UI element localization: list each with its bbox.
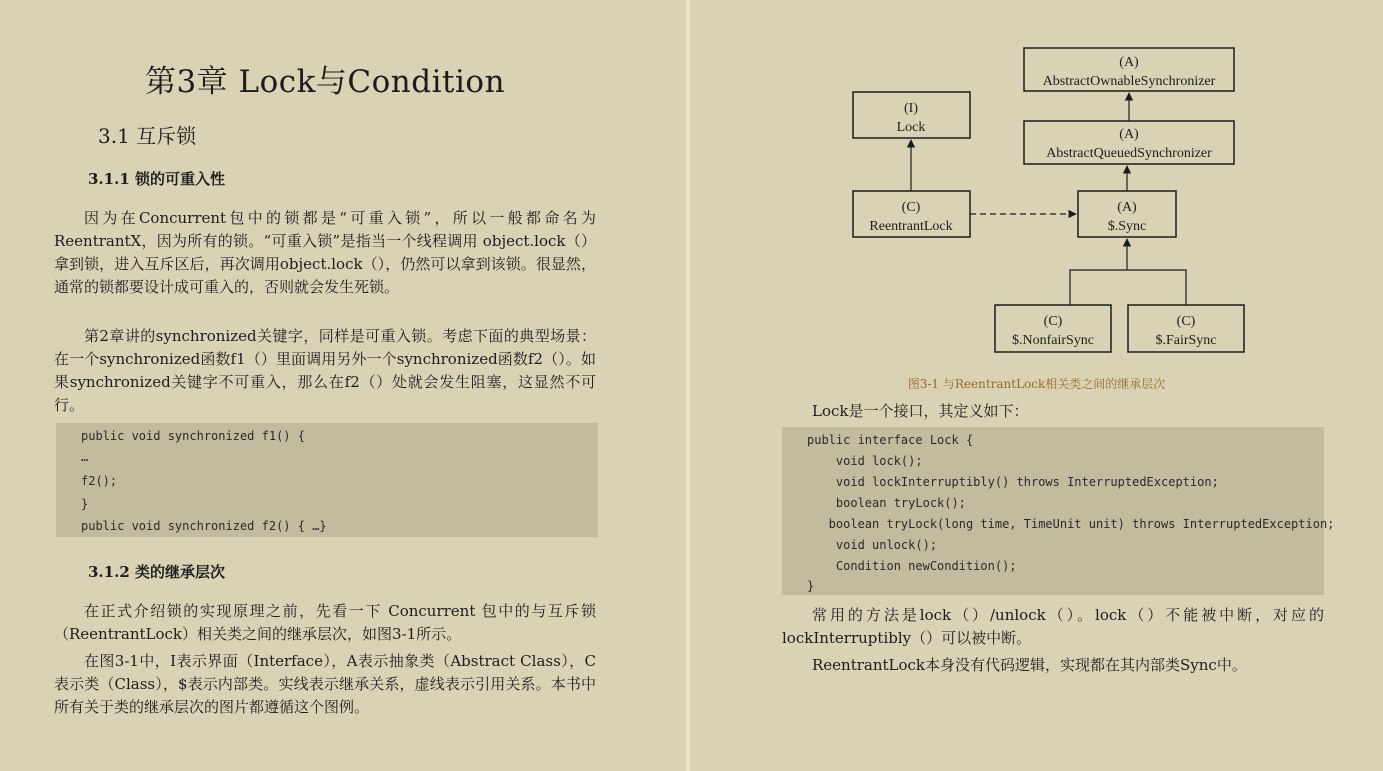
inherit-connector-children	[1070, 270, 1186, 305]
section-title: 3.1 互斥锁	[98, 124, 197, 148]
class-kind-label: (C)	[1043, 314, 1063, 329]
code-line: …	[81, 450, 89, 464]
paragraph-reentrancy	[54, 207, 596, 299]
code-line: f2();	[81, 474, 118, 488]
code-line: public interface Lock {	[807, 433, 974, 447]
paragraph-text: 在图3-1中，I表示界面（Interface），A表示抽象类（Abstract Class），C表示类（Class），$表示内部类。实线表示继承关系，虚线表示引用关系。本书中所有关于类的继承层次的图片都遵循这个图例。	[54, 652, 596, 716]
class-name-label: AbstractQueuedSynchronizer	[1046, 146, 1212, 161]
class-kind-label: (A)	[1119, 127, 1139, 142]
code-line: void unlock();	[807, 538, 938, 552]
paragraph-text: ReentrantLock本身没有代码逻辑，实现都在其内部类Sync中。	[812, 656, 1247, 674]
code-line: boolean tryLock();	[807, 496, 966, 510]
class-kind-label: (A)	[1117, 200, 1137, 215]
paragraph-hierarchy-intro	[54, 600, 596, 646]
box-abstract-queued-synchronizer	[1024, 121, 1234, 164]
code-line: public void synchronized f1() {	[81, 429, 305, 443]
paragraph-text: 因为在Concurrent包中的锁都是“可重入锁”，所以一般都命名为ReentrantX，因为所有的锁。“可重入锁”是指当一个线程调用 object.lock（）拿到锁，进入互斥区后，再次调用object.lock（），仍然可以拿到该锁。很显然，通常的锁都要设计成可重入的，否则就会发生死锁。	[54, 209, 596, 296]
paragraph-text: 常用的方法是lock（）/unlock（）。lock（）不能被中断，对应的lockInterruptibly（）可以被中断。	[782, 606, 1324, 647]
paragraph-synchronized	[54, 325, 596, 417]
right-page	[690, 0, 1383, 771]
class-name-label: Lock	[896, 120, 926, 135]
figure-caption: 图3-1 与ReentrantLock相关类之间的继承层次	[907, 377, 1166, 391]
box-abstract-ownable-synchronizer	[1024, 48, 1234, 91]
class-name-label: ReentrantLock	[869, 219, 953, 234]
code-line: Condition newCondition();	[807, 559, 1017, 573]
box-nonfair-sync	[995, 305, 1111, 352]
paragraph-common-methods	[782, 604, 1324, 650]
paragraph-text: 第2章讲的synchronized关键字，同样是可重入锁。考虑下面的典型场景：在一个synchronized函数f1（）里面调用另外一个synchronized函数f2（）。如果synchronized关键字不可重入，那么在f2（）处就会发生阻塞，这显然不可行。	[54, 327, 596, 414]
left-page	[0, 0, 686, 771]
code-line: boolean tryLock(long time, TimeUnit unit) throws InterruptedException;	[807, 517, 1335, 531]
paragraph-legend	[54, 650, 596, 719]
code-line: public void synchronized f2() { …}	[81, 519, 327, 533]
class-name-label: AbstractOwnableSynchronizer	[1042, 74, 1216, 89]
subsection-title-hierarchy: 3.1.2 类的继承层次	[88, 563, 225, 581]
box-fair-sync	[1128, 305, 1244, 352]
code-line: void lockInterruptibly() throws InterruptedException;	[807, 475, 1219, 489]
code-block-synchronized	[56, 423, 598, 537]
class-kind-label: (C)	[901, 200, 921, 215]
class-name-label: $.FairSync	[1155, 333, 1217, 348]
chapter-title: 第3章 Lock与Condition	[144, 64, 506, 100]
code-line: }	[807, 579, 815, 593]
code-block-lock-interface	[782, 427, 1335, 595]
class-kind-label: (A)	[1119, 55, 1139, 70]
box-sync	[1078, 191, 1176, 237]
class-name-label: $.NonfairSync	[1011, 333, 1095, 348]
paragraph-lock-intro	[782, 400, 1324, 423]
paragraph-text: 在正式介绍锁的实现原理之前，先看一下 Concurrent 包中的与互斥锁（ReentrantLock）相关类之间的继承层次，如图3-1所示。	[54, 602, 596, 643]
class-kind-label: (C)	[1176, 314, 1196, 329]
paragraph-text: Lock是一个接口，其定义如下：	[812, 402, 1029, 420]
class-kind-label: (I)	[904, 101, 918, 116]
box-reentrant-lock	[853, 191, 970, 237]
box-lock-interface	[853, 92, 970, 138]
class-hierarchy-diagram	[690, 0, 1383, 370]
code-line: void lock();	[807, 454, 923, 468]
class-name-label: $.Sync	[1107, 219, 1147, 234]
paragraph-sync-impl	[782, 654, 1324, 677]
subsection-title-reentrancy: 3.1.1 锁的可重入性	[88, 170, 225, 188]
code-line: }	[81, 497, 89, 511]
